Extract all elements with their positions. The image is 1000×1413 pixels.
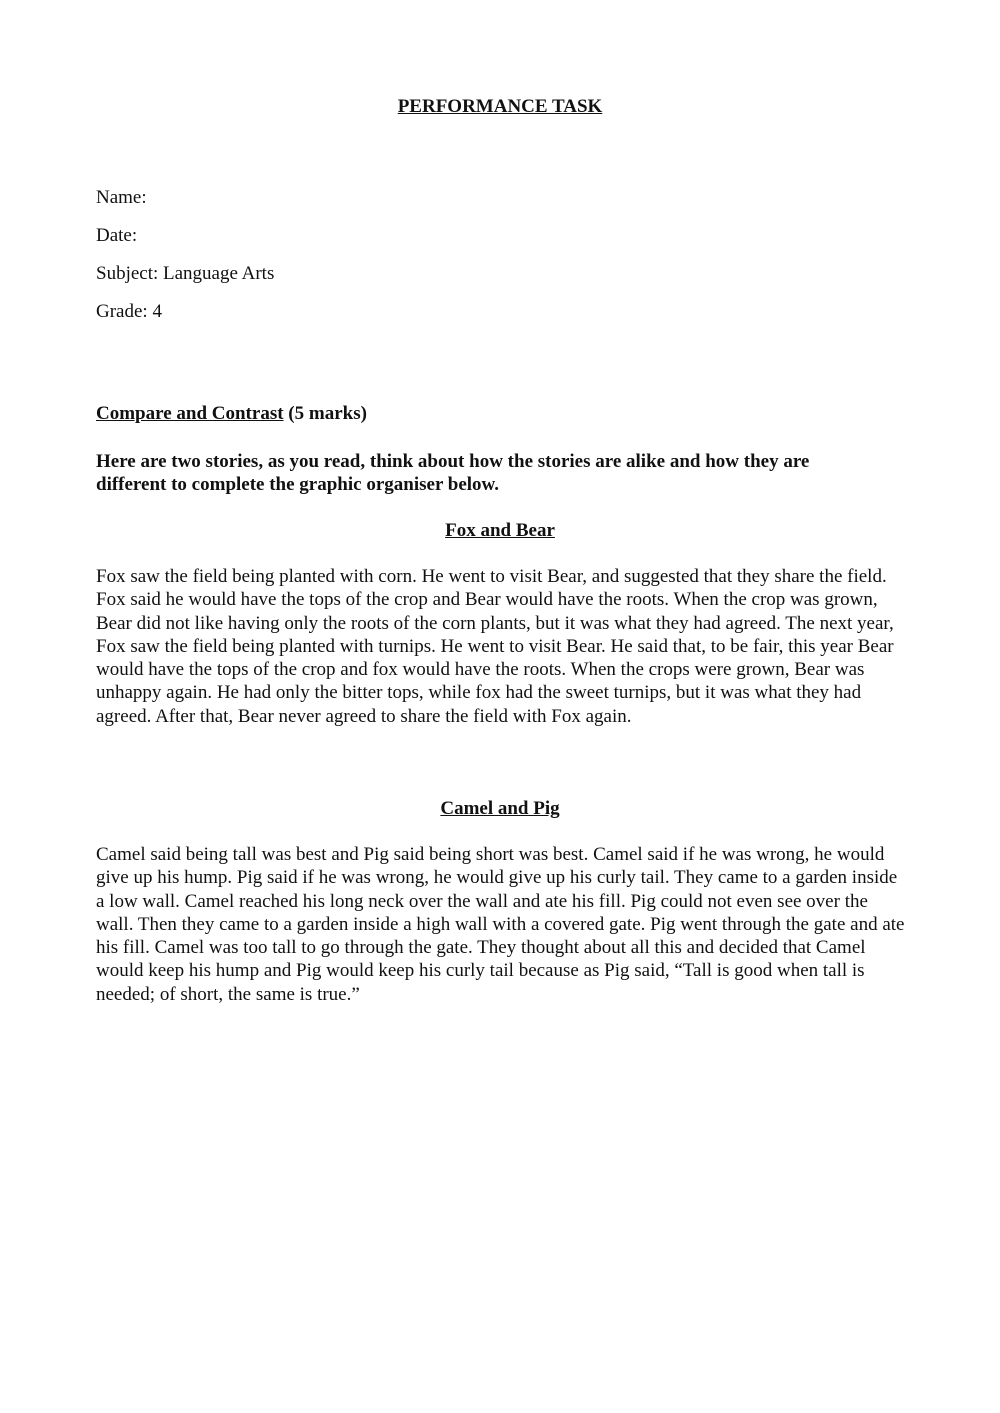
page-title: PERFORMANCE TASK (397, 96, 603, 117)
grade-field: Grade: 4 (96, 301, 162, 322)
name-field: Name: (96, 187, 147, 208)
student-info (96, 186, 274, 338)
story-body-camel-and-pig: Camel said being tall was best and Pig said being short was best. Camel said if he was wrong, he would give up his hump. Pig said if he was wrong, he would give up his curly tail. They came to a garden inside a low wall. Camel reached his long neck over the wall and ate his fill. Pig could not even see over the wall. Then they came to a garden inside a high wall with a covered gate. Pig went through the gate and ate his fill. Camel was too tall to go through the gate. They thought about all this and decided that Camel would keep his hump and Pig would keep his curly tail because as Pig said, “Tall is good when tall is needed; of short, the same is true.” (96, 844, 905, 1005)
subject-field: Subject: Language Arts (96, 263, 275, 284)
story-title-fox-and-bear: Fox and Bear (445, 520, 555, 541)
section-marks: (5 marks) (288, 403, 367, 424)
story-body-fox-and-bear: Fox saw the field being planted with corn. He went to visit Bear, and suggested that they share the field. Fox said he would have the tops of the crop and Bear would have the roots. When the crop was grown, Bear did not like having only the roots of the corn plants, but it was what they had agreed. The next year, Fox saw the field being planted with turnips. He went to visit Bear. He said that, to be fair, this year Bear would have the tops of the crop and fox would have the roots. When the crops were grown, Bear was unhappy again. He had only the bitter tops, while fox had the sweet turnips, but it was what they had agreed. After that, Bear never agreed to share the field with Fox again. (96, 566, 894, 727)
instructions: Here are two stories, as you read, think about how the stories are alike and how they are different to complete the graphic organiser below. (96, 451, 810, 495)
date-field: Date: (96, 225, 138, 246)
story-title-camel-and-pig: Camel and Pig (440, 798, 560, 819)
section-title: Compare and Contrast (96, 403, 284, 424)
section-heading (96, 402, 367, 426)
